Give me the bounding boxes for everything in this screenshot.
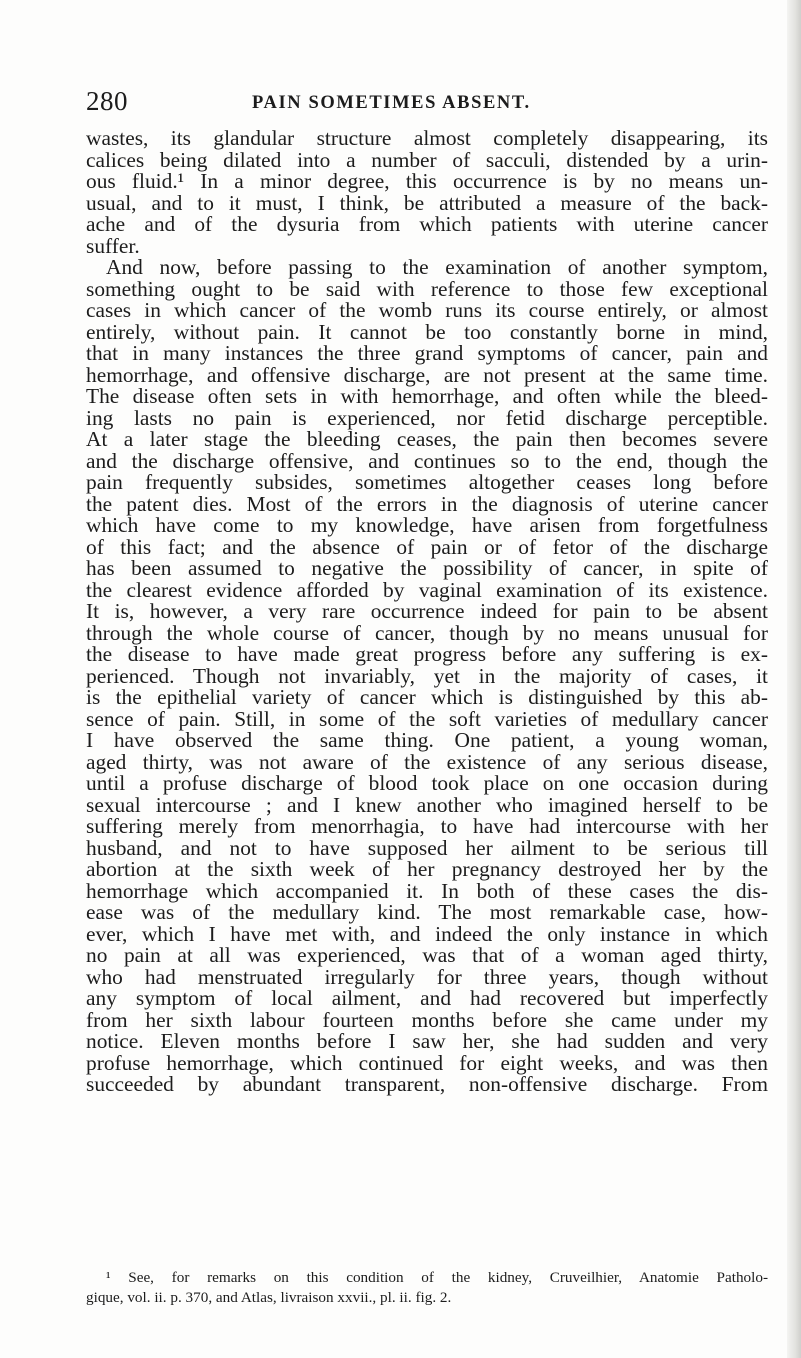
- text-line: until a profuse discharge of blood took place on one occasion during: [86, 771, 768, 795]
- text-line: entirely, without pain. It cannot be too constantly borne in mind,: [86, 319, 768, 344]
- footnotes: [86, 1268, 768, 1308]
- text-line: succeeded by abundant transparent, non-offensive discharge. From: [86, 1072, 768, 1096]
- page-number: 280: [86, 86, 128, 116]
- text-line: wastes, its glandular structure almost completely disappearing, its: [86, 126, 768, 150]
- text-line: It is, however, a very rare occurrence indeed for pain to be absent: [86, 599, 768, 623]
- text-line: At a later stage the bleeding ceases, the pain then becomes severe: [86, 427, 768, 451]
- text-line: that in many instances the three grand symptoms of cancer, pain and: [86, 341, 768, 365]
- text-line: husband, and not to have supposed her ailment to be serious till: [86, 835, 768, 860]
- text-line: from her sixth labour fourteen months before she came under my: [86, 1007, 768, 1032]
- text-line: ever, which I have met with, and indeed the only instance in which: [86, 921, 768, 946]
- text-line: The disease often sets in with hemorrhage, and often while the bleed-: [86, 384, 768, 408]
- text-line: hemorrhage which accompanied it. In both of these cases the dis-: [86, 878, 768, 903]
- page-header: [86, 86, 766, 116]
- text-line: and the discharge offensive, and continues so to the end, though the: [86, 448, 768, 473]
- text-line: the disease to have made great progress before any suffering is ex-: [86, 642, 768, 666]
- text-line: something ought to be said with reference to those few exceptional: [86, 276, 768, 301]
- text-line: no pain at all was experienced, was that of a woman aged thirty,: [86, 943, 768, 967]
- text-line: ing lasts no pain is experienced, nor fetid discharge perceptible.: [86, 405, 768, 430]
- text-line: suffering merely from menorrhagia, to have had intercourse with her: [86, 814, 768, 838]
- text-line: sence of pain. Still, in some of the soft varieties of medullary cancer: [86, 706, 768, 731]
- footnote-line: gique, vol. ii. p. 370, and Atlas, livraison xxvii., pl. ii. fig. 2.: [86, 1289, 452, 1306]
- text-line: which have come to my knowledge, have arisen from forgetfulness: [86, 513, 768, 537]
- body-text: [86, 128, 768, 1096]
- text-line: suffer.: [86, 233, 140, 258]
- footnote-line: ¹ See, for remarks on this condition of the kidney, Cruveilhier, Anatomie Patholo-: [106, 1269, 768, 1286]
- text-line: perienced. Though not invariably, yet in the majority of cases, it: [86, 663, 768, 688]
- text-line: And now, before passing to the examination of another symptom,: [106, 255, 768, 279]
- running-head: PAIN SOMETIMES ABSENT.: [252, 93, 531, 113]
- text-line: profuse hemorrhage, which continued for eight weeks, and was then: [86, 1050, 768, 1075]
- text-line: the patent dies. Most of the errors in the diagnosis of uterine cancer: [86, 491, 768, 516]
- text-line: pain frequently subsides, sometimes altogether ceases long before: [86, 470, 768, 494]
- text-line: the clearest evidence afforded by vaginal examination of its existence.: [86, 577, 768, 602]
- text-line: of this fact; and the absence of pain or of fetor of the discharge: [86, 534, 768, 559]
- text-line: abortion at the sixth week of her pregnancy destroyed her by the: [86, 857, 768, 881]
- text-line: ease was of the medullary kind. The most remarkable case, how-: [86, 900, 768, 924]
- text-line: through the whole course of cancer, though by no means unusual for: [86, 620, 768, 645]
- page-edge-shadow: [787, 0, 801, 1358]
- text-line: calices being dilated into a number of sacculi, distended by a urin-: [86, 147, 768, 172]
- text-line: hemorrhage, and offensive discharge, are not present at the same time.: [86, 362, 768, 387]
- text-line: aged thirty, was not aware of the existence of any serious disease,: [86, 749, 768, 774]
- text-line: is the epithelial variety of cancer which is distinguished by this ab-: [86, 685, 768, 709]
- text-line: who had menstruated irregularly for three years, though without: [86, 964, 768, 989]
- text-line: I have observed the same thing. One patient, a young woman,: [86, 728, 768, 752]
- text-line: has been assumed to negative the possibility of cancer, in spite of: [86, 556, 768, 580]
- text-line: sexual intercourse ; and I knew another who imagined herself to be: [86, 792, 768, 817]
- text-line: ous fluid.¹ In a minor degree, this occurrence is by no means un-: [86, 169, 768, 193]
- text-line: notice. Eleven months before I saw her, she had sudden and very: [86, 1029, 768, 1053]
- text-line: usual, and to it must, I think, be attributed a measure of the back-: [86, 190, 768, 215]
- text-line: ache and of the dysuria from which patients with uterine cancer: [86, 212, 768, 236]
- text-line: any symptom of local ailment, and had recovered but imperfectly: [86, 986, 768, 1010]
- text-line: cases in which cancer of the womb runs its course entirely, or almost: [86, 298, 768, 322]
